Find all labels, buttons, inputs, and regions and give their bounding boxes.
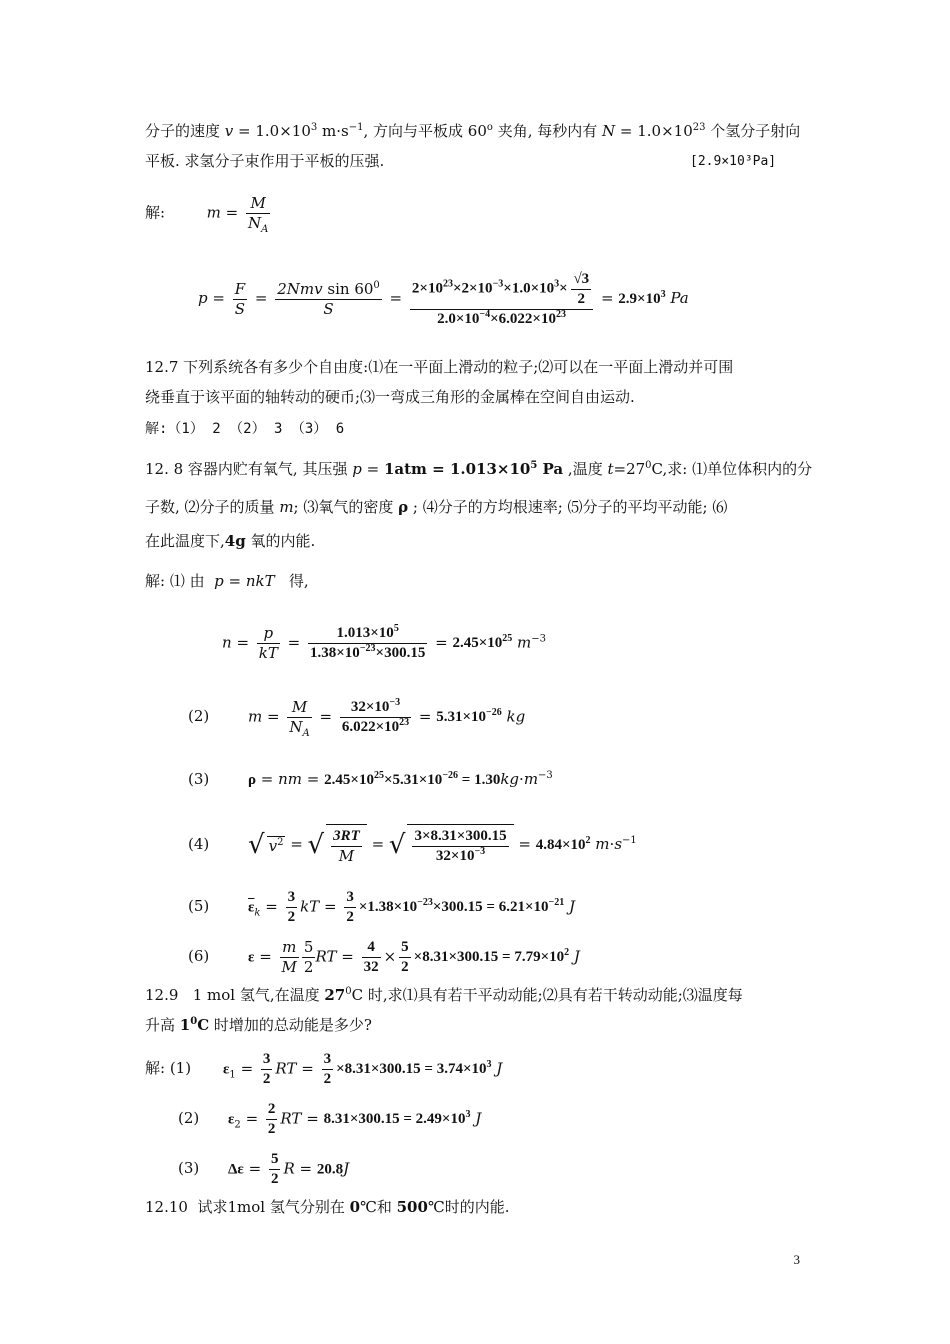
page-number: 3	[793, 1252, 800, 1267]
problem-12-10-line1: 12.10 试求1mol 氢气分别在 0℃和 500℃时的内能.	[145, 1198, 510, 1216]
solution-label: 解:	[145, 203, 166, 222]
eq-12-8-rho: (3) ρ = nm = $2.45\times 10^{25}\times 5.31\times 10^{-26} = 1.30kg\cdot m^{-3}$	[188, 770, 553, 788]
problem-12-9-line1: 12.9 1 mol 氢气,在温度 $27^0C$ 时,求⑴具有若干平动动能;⑵具有若干转动动能;⑶温度每	[145, 986, 743, 1004]
eq-12-6-mass: 解: m = $\frac{M}{N_A}$	[145, 194, 269, 235]
eq-12-9-e3: (3) Δε = $\frac{5}{2}$ R = 20.8J	[178, 1151, 350, 1187]
problem-12-8-line1: 12. 8 容器内贮有氧气, 其压强 $p = 1atm = 1.013\times 10^5$ Pa ,温度 $t=27^0C$,求: ⑴单位体积内的分	[145, 460, 813, 478]
eq-12-8-ek: (5) $\overline{\varepsilon}_k$ = $\frac{3}{2}$ kT = $\frac{3}{2}$ $\times 1.38\times 10^{-23}\times 300.15 = 6.21\times 10^{-21}$ J	[188, 889, 576, 925]
eq-12-8-m: (2) m = $\frac{M}{N_A}$ = $\frac{32\times 10^{-3}}{6.022\times 10^{23}}$ = $5.31\times 10^{-26}$ kg	[188, 697, 526, 739]
problem-12-9-line2: 升高 $1^0C$ 时增加的总动能是多少?	[145, 1016, 372, 1034]
problem-12-8-intro: 解: ⑴ 由 p = nkT 得,	[145, 572, 309, 590]
eq-12-9-e2: (2) $\varepsilon_2$ = $\frac{2}{2}$ RT = $8.31\times 300.15 = 2.49\times 10^3$ J	[178, 1101, 482, 1137]
problem-12-6-answer: [2.9×10³Pa]	[690, 154, 777, 169]
problem-12-8-line3: 在此温度下,4g 氧的内能.	[145, 532, 316, 550]
eq-12-8-vrms: (4) √ $v^2$ = √ $\frac{3RT}{M}$ = √ $\frac{3\times 8.31\times 300.15}{32\times 10^{-3}}$ = $4.84\times 10^2$ $m\cdot s^{-1}$	[188, 824, 637, 866]
eq-12-6-pressure: p = $\frac{F}{S}$ = $\frac{2Nmv \sin 60^0}{S}$ = $2\times 10^{23}\times 2\times 10^{-3}\times 1.0\times 10^3\times$ $\frac{√3}{2}$ $2.0\times 10^{-4}\times 6.022\times 10^{23}$ = $2.9\times 10^3$ Pa	[198, 271, 689, 327]
eq-12-8-n: n = $\frac{p}{kT}$ = $\frac{1.013\times 10^5}{1.38\times 10^{-23}\times 300.15}$ = $2.45\times 10^{25}$ $m^{-3}$	[222, 623, 547, 662]
problem-12-8-line2: 子数, ⑵分子的质量 m; ⑶氧气的密度 ρ ; ⑷分子的方均根速率; ⑸分子的平均平动能; ⑹	[145, 498, 728, 516]
problem-12-7-answer: 解:（1） 2 （2） 3 （3） 6	[145, 421, 345, 437]
problem-12-7-line1: 12.7 下列系统各有多少个自由度:⑴在一平面上滑动的粒子;⑵可以在一平面上滑动并可围	[145, 358, 734, 376]
problem-12-6-line2: 平板. 求氢分子束作用于平板的压强.	[145, 152, 385, 170]
problem-12-7-line2: 绕垂直于该平面的轴转动的硬币;⑶一弯成三角形的金属棒在空间自由运动.	[145, 388, 635, 406]
eq-12-9-e1: 解: (1) $\varepsilon_1$ = $\frac{3}{2}$ RT = $\frac{3}{2}$ $\times 8.31\times 300.15 = 3.74\times 10^3$ J	[145, 1051, 503, 1087]
eq-12-8-e: (6) ε = $\frac{m}{M}$ $\frac{5}{2}$ RT = $\frac{4}{32}$ × $\frac{5}{2}$ $\times 8.31\times 300.15 = 7.79\times 10^2$ J	[188, 938, 580, 976]
problem-12-6-line1: 分子的速度 $v = 1.0\times 10^3$ $m\cdot s^{-1}$, 方向与平板成 60$^o$ 夹角, 每秒内有 $N = 1.0\times 10^{23}$ 个氢分子射向	[145, 122, 801, 140]
